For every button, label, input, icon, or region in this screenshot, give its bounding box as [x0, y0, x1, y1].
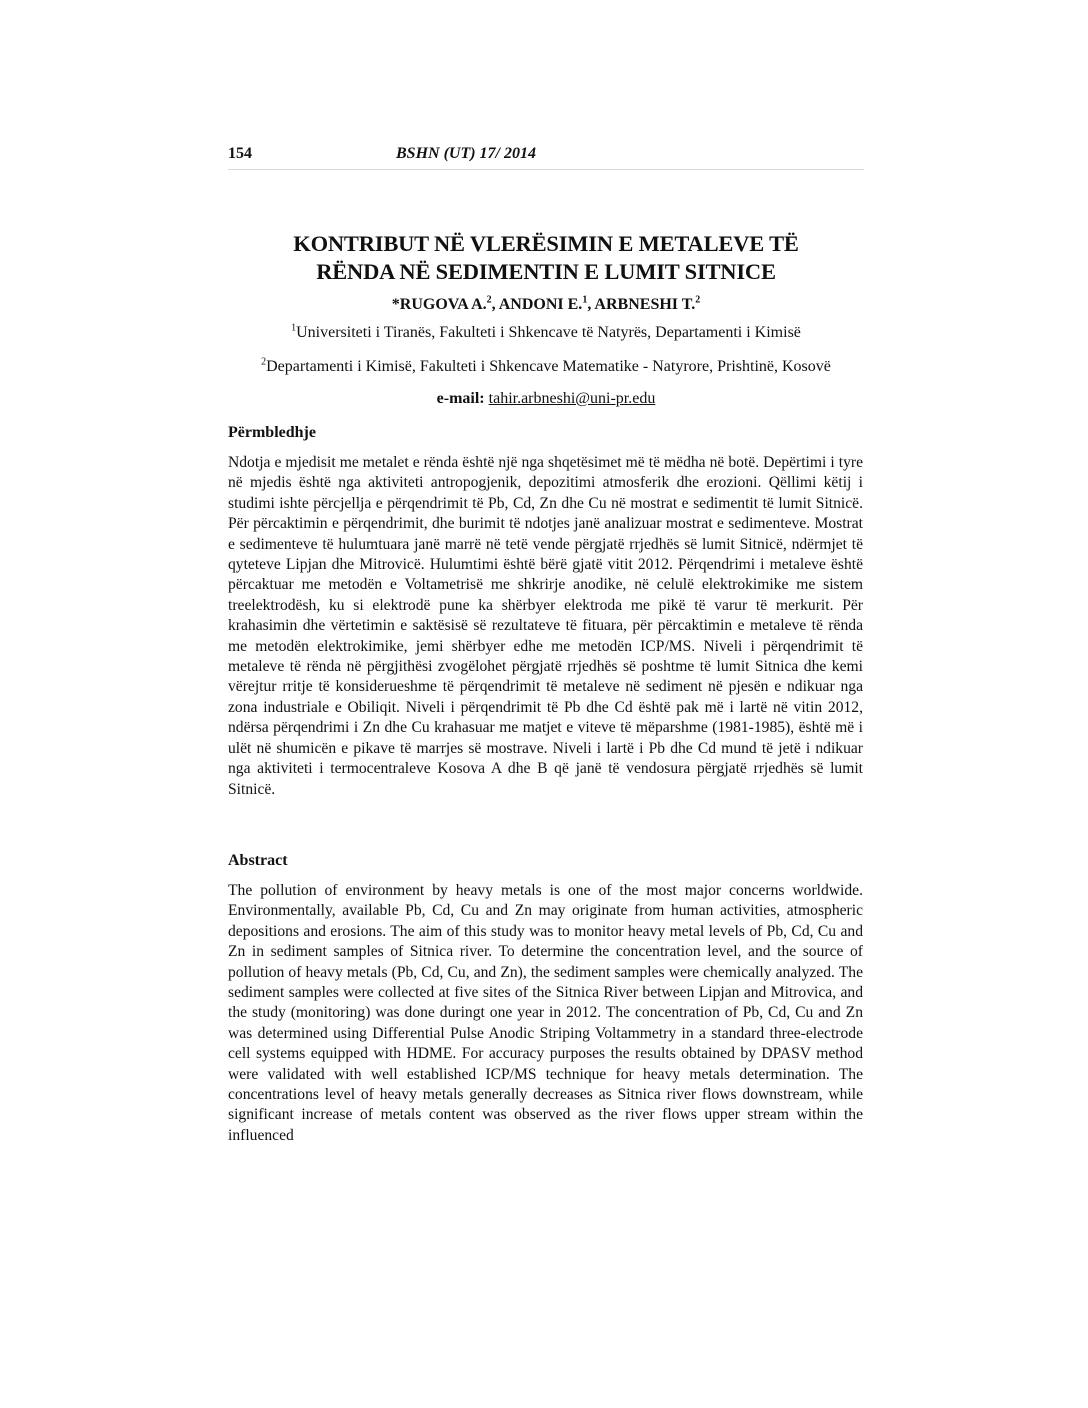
title-line-1: KONTRIBUT NË VLERËSIMIN E METALEVE TË: [293, 231, 799, 256]
author-arbneshi: , ARBNESHI T.: [587, 296, 696, 313]
author-andoni: , ANDONI E.: [491, 296, 583, 313]
summary-heading: Përmbledhje: [228, 424, 316, 441]
title-line-2: RËNDA NË SEDIMENTIN E LUMIT SITNICE: [316, 259, 776, 284]
affiliation-2-text: Departamenti i Kimisë, Fakulteti i Shkencave Matematike - Natyrore, Prishtinë, Kosovë: [266, 358, 831, 375]
email-label: e-mail:: [436, 390, 485, 407]
journal-citation: BSHN (UT) 17/ 2014: [396, 145, 536, 162]
author-rugova-affil: 2: [486, 294, 492, 306]
contact-email: [200, 390, 892, 408]
paper-title: [200, 230, 892, 286]
email-link[interactable]: tahir.arbneshi@uni-pr.edu: [488, 390, 656, 407]
page-number: 154: [228, 145, 252, 162]
author-andoni-affil: 1: [582, 294, 588, 306]
abstract-heading: Abstract: [228, 852, 288, 869]
affiliation-1-text: Universiteti i Tiranës, Fakulteti i Shkencave të Natyrës, Departamenti i Kimisë: [296, 324, 801, 341]
affiliation-1-number: 1: [291, 322, 297, 334]
author-arbneshi-affil: 2: [695, 294, 701, 306]
running-header: [228, 145, 864, 170]
author-list: [200, 296, 892, 314]
summary-paragraph: Ndotja e mjedisit me metalet e rënda është një nga shqetësimet më të mëdha në botë. Depërtimi i tyre në mjedis është nga aktiviteti antropogjenik, depozitimi atmosferik dhe erozioni. Qëllimi këtij i studimi ishte përcjellja e përqendrimit të Pb, Cd, Zn dhe Cu në mostrat e sedimentit të lumit Sitnicë. Për përcaktimin e përqendrimit, dhe burimit të ndotjes janë analizuar mostrat e sedimenteve. Mostrat e sedimenteve të hulumtuara janë marrë në tetë vende përgjatë rrjedhës së lumit Sitnicë, ndërmjet të qyteteve Lipjan dhe Mitrovicë. Hulumtimi është bërë gjatë vitit 2012. Përqendrimi i metaleve është përcaktuar me metodën e Voltametrisë me shkrirje anodike, në celulë elektrokimike me sistem treelektrodësh, ku si elektrodë pune ka shërbyer elektroda me pikë të varur të merkurit. Për krahasimin dhe vërtetimin e saktësisë së rezultateve të fituara, për përcaktimin e metaleve të rënda me metodën elektrokimike, jemi shërbyer edhe me metodën ICP/MS. Niveli i përqendrimit të metaleve të rënda në përgjithësi zvogëlohet përgjatë rrjedhës së poshtme të lumit Sitnica dhe kemi vërejtur rritje të konsiderueshme të përqendrimit të metaleve në sediment në pjesën e ndikuar nga zona industriale e Obiliqit. Niveli i përqendrimit të Pb dhe Cd është pak më i lartë në vitin 2012, ndërsa përqendrimi i Zn dhe Cu krahasuar me matjet e viteve të mëparshme (1981-1985), është më i ulët në shumicën e pikave të marrjes së mostrave. Niveli i lartë i Pb dhe Cd mund të jetë i ndikuar nga aktiviteti i termocentraleve Kosova A dhe B që janë të vendosura përgjatë rrjedhës së lumit Sitnicë.: [228, 454, 863, 798]
affiliation-2-number: 2: [261, 356, 267, 368]
affiliation-2: [200, 358, 892, 376]
author-rugova: *RUGOVA A.: [391, 296, 487, 313]
affiliation-1: [200, 324, 892, 342]
abstract-paragraph: The pollution of environment by heavy metals is one of the most major concerns worldwide. Environmentally, available Pb, Cd, Cu and Zn may originate from human activities, atmospheric depositions and erosions. The aim of this study was to monitor heavy metal levels of Pb, Cd, Cu and Zn in sediment samples of Sitnica river. To determine the concentration level, and the source of pollution of heavy metals (Pb, Cd, Cu, and Zn), the sediment samples were chemically analyzed. The sediment samples were collected at five sites of the Sitnica River between Lipjan and Mitrovica, and the study (monitoring) was done duringt one year in 2012. The concentration of Pb, Cd, Cu and Zn was determined using Differential Pulse Anodic Striping Voltammetry in a standard three-electrode cell systems equipped with HDME. For accuracy purposes the results obtained by DPASV method were validated with well established ICP/MS technique for heavy metals determination. The concentrations level of heavy metals generally decreases as Sitnica river flows downstream, while significant increase of metals content was observed as the river flows upper stream within the influenced: [228, 882, 863, 1144]
